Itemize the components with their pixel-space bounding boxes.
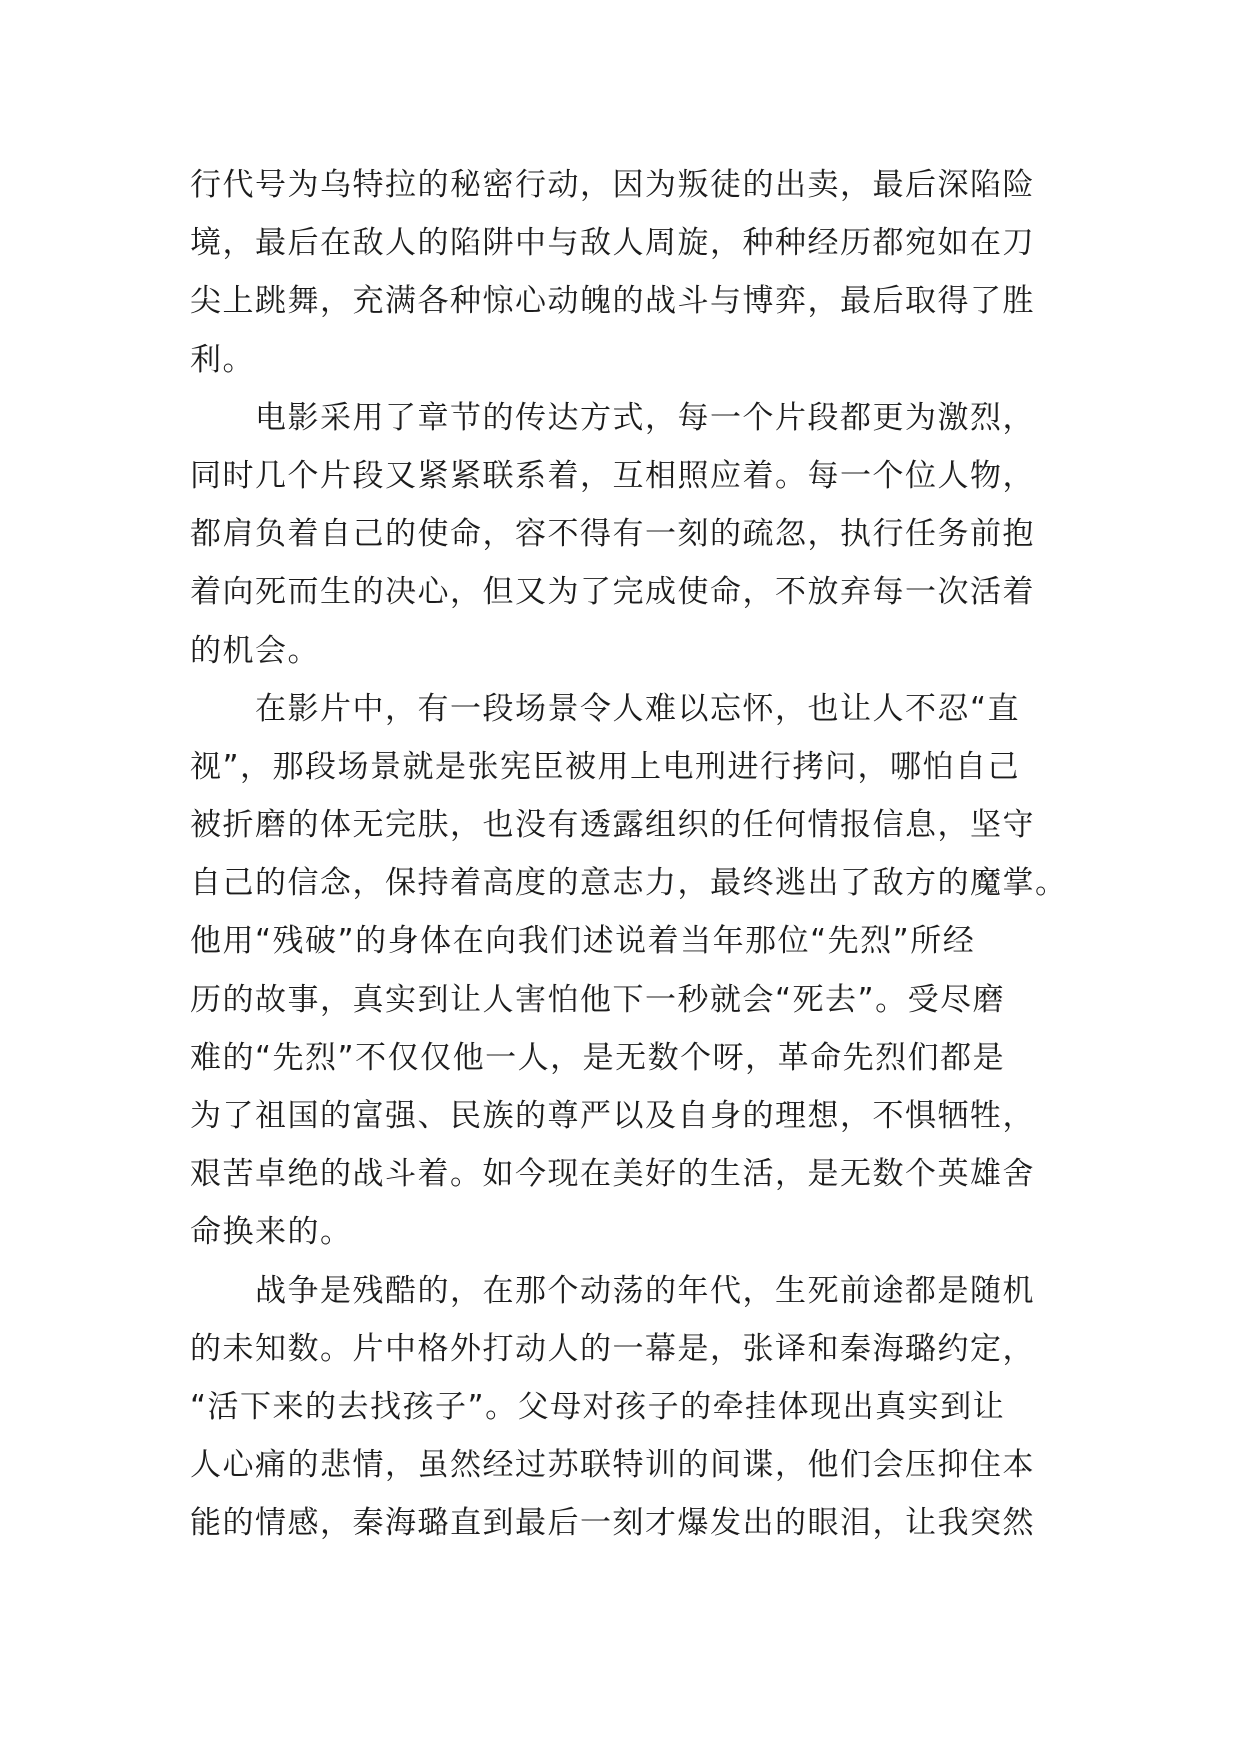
- text-line: 历的故事，真实到让人害怕他下一秒就会“死去”。受尽磨: [190, 981, 1006, 1018]
- paragraph-1: [190, 156, 1070, 389]
- text-line: 电影采用了章节的传达方式，每一个片段都更为激烈，: [190, 399, 1035, 436]
- text-line: 的未知数。片中格外打动人的一幕是，张译和秦海璐约定，: [190, 1330, 1035, 1367]
- text-line: 行代号为乌特拉的秘密行动，因为叛徒的出卖，最后深陷险: [190, 167, 1035, 203]
- paragraph-4: [190, 1262, 1070, 1553]
- text-line: 被折磨的体无完肤，也没有透露组织的任何情报信息，坚守: [190, 807, 1035, 844]
- text-body: [190, 156, 1070, 1553]
- text-line: 为了祖国的富强、民族的尊严以及自身的理想，不惧牺牲，: [190, 1098, 1035, 1134]
- text-line: 的机会。: [190, 632, 320, 669]
- paragraph-2: [190, 389, 1070, 680]
- text-line: 境，最后在敌人的陷阱中与敌人周旋，种种经历都宛如在刀: [190, 225, 1035, 262]
- text-line: 都肩负着自己的使命，容不得有一刻的疏忽，执行任务前抱: [190, 516, 1035, 553]
- paragraph-3: [190, 680, 1070, 1262]
- text-line: 在影片中，有一段场景令人难以忘怀，也让人不忍“直: [190, 690, 1021, 727]
- text-line: 难的“先烈”不仅仅他一人，是无数个呀，革命先烈们都是: [190, 1039, 1006, 1076]
- text-line: 尖上跳舞，充满各种惊心动魄的战斗与博弈，最后取得了胜: [190, 283, 1035, 320]
- text-line: 他用“残破”的身体在向我们述说着当年那位“先烈”所经: [190, 923, 976, 960]
- text-line: 艰苦卓绝的战斗着。如今现在美好的生活，是无数个英雄舍: [190, 1156, 1035, 1193]
- text-line: 视”，那段场景就是张宪臣被用上电刑进行拷问，哪怕自己: [190, 748, 1021, 785]
- text-line: 自己的信念，保持着高度的意志力，最终逃出了敌方的魔掌。: [190, 865, 1068, 902]
- text-line: 战争是残酷的，在那个动荡的年代，生死前途都是随机: [190, 1272, 1035, 1309]
- text-line: 命换来的。: [190, 1214, 353, 1251]
- text-line: 同时几个片段又紧紧联系着，互相照应着。每一个位人物，: [190, 457, 1035, 494]
- text-line: 人心痛的悲情，虽然经过苏联特训的间谍，他们会压抑住本: [190, 1447, 1035, 1484]
- text-line: “活下来的去找孩子”。父母对孩子的牵挂体现出真实到让: [190, 1388, 1006, 1425]
- text-line: 利。: [190, 341, 255, 378]
- text-line: 着向死而生的决心，但又为了完成使命，不放弃每一次活着: [190, 574, 1035, 611]
- text-line: 能的情感，秦海璐直到最后一刻才爆发出的眼泪，让我突然: [190, 1505, 1035, 1542]
